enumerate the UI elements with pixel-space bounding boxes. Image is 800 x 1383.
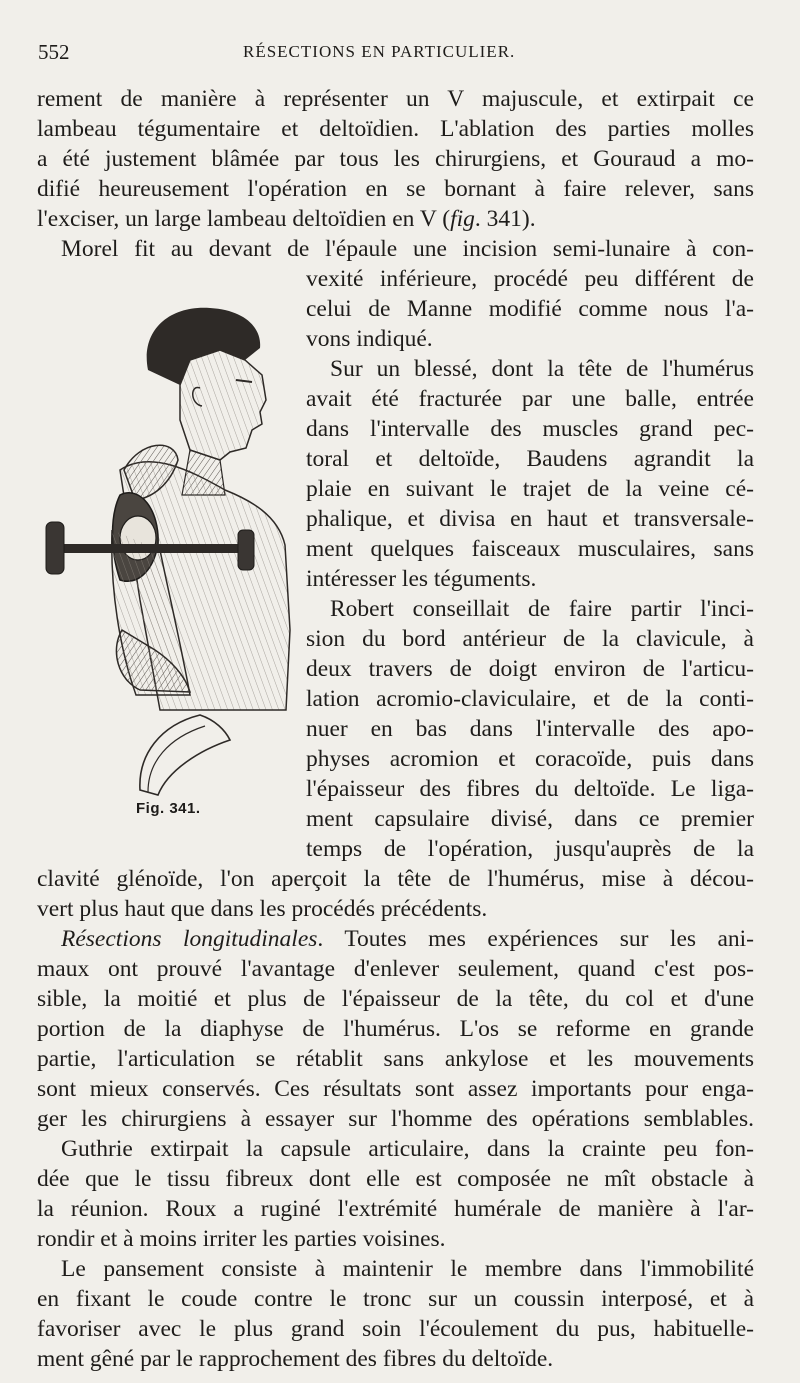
text-line: deux travers de doigt environ de l'articu-: [306, 656, 754, 682]
text-line: vexité inférieure, procédé peu différent de: [306, 266, 754, 292]
text-line: ment quelques faisceaux musculaires, sans: [306, 536, 754, 562]
text-segment: . 341).: [474, 206, 536, 232]
page-header: [38, 40, 760, 70]
assistant-sleeve: [140, 715, 230, 795]
head: [180, 350, 266, 460]
text-line: [61, 924, 754, 954]
running-title: RÉSECTIONS EN PARTICULIER.: [243, 42, 516, 61]
text-line: la réunion. Roux a ruginé l'extrémité humérale de manière à l'ar-: [37, 1196, 754, 1222]
text-line: partie, l'articulation se rétablit sans ankylose et les mouvements: [37, 1046, 754, 1072]
text-line: favoriser avec le plus grand soin l'écoulement du pus, habituelle-: [37, 1316, 754, 1342]
text-line: Morel fit au devant de l'épaule une incision semi-lunaire à con-: [61, 236, 754, 262]
text-line: l'épaisseur des fibres du deltoïde. Le liga-: [306, 776, 754, 802]
text-line: plaie en suivant le trajet de la veine cé-: [306, 476, 754, 502]
text-line: temps de l'opération, jusqu'auprès de la: [306, 836, 754, 862]
text-line: Sur un blessé, dont la tête de l'humérus: [330, 356, 754, 382]
text-line: clavité glénoïde, l'on aperçoit la tête de l'humérus, mise à décou-: [37, 866, 754, 892]
text-line: lambeau tégumentaire et deltoïdien. L'ablation des parties molles: [37, 116, 754, 142]
section-heading: Résections longitudinales: [61, 926, 318, 952]
text-line: ger les chirurgiens à essayer sur l'homme des opérations semblables.: [37, 1106, 754, 1132]
text-segment: . Toutes mes expériences sur les ani-: [317, 926, 754, 952]
text-line: maux ont prouvé l'avantage d'enlever seulement, quand c'est pos-: [37, 956, 754, 982]
traction-bar: [60, 544, 250, 553]
text-line: sible, la moitié et plus de l'épaisseur de la tête, du col et d'une: [37, 986, 754, 1012]
text-line: intéresser les téguments.: [306, 566, 537, 592]
text-line: Robert conseillait de faire partir l'inci-: [330, 596, 754, 622]
text-line: ment capsulaire divisé, dans ce premier: [306, 806, 754, 832]
text-line: vons indiqué.: [306, 326, 433, 352]
text-line: rement de manière à représenter un V majuscule, et extirpait ce: [37, 86, 754, 112]
text-line: celui de Manne modifié comme nous l'a-: [306, 296, 754, 322]
text-line: [37, 204, 754, 234]
figure-341-illustration: [40, 300, 300, 800]
text-line: ment gêné par le rapprochement des fibres du deltoïde.: [37, 1346, 554, 1372]
text-line: vert plus haut que dans les procédés précédents.: [37, 896, 488, 922]
text-line: avait été fracturée par une balle, entrée: [306, 386, 754, 412]
text-line: physes acromion et coracoïde, puis dans: [306, 746, 754, 772]
text-line: nuer en bas dans l'intervalle des apo-: [306, 716, 754, 742]
text-segment: l'exciser, un large lambeau deltoïdien en V (: [37, 206, 451, 232]
text-line: toral et deltoïde, Baudens agrandit la: [306, 446, 754, 472]
text-line: portion de la diaphyse de l'humérus. L'os se reforme en grande: [37, 1016, 754, 1042]
right-handle: [238, 530, 254, 570]
text-line: en fixant le coude contre le tronc sur un coussin interposé, et à: [37, 1286, 754, 1312]
text-line: dans l'intervalle des muscles grand pec-: [306, 416, 754, 442]
figure-reference: fig: [450, 206, 475, 232]
text-line: dée que le tissu fibreux dont elle est composée ne mît obstacle à: [37, 1166, 754, 1192]
figure-caption: Fig. 341.: [136, 800, 201, 817]
text-line: difié heureusement l'opération en se bornant à faire relever, sans: [37, 176, 754, 202]
text-line: sont mieux conservés. Ces résultats sont assez importants pour enga-: [37, 1076, 754, 1102]
text-line: Guthrie extirpait la capsule articulaire, dans la crainte peu fon-: [61, 1136, 754, 1162]
surgical-engraving: [40, 300, 300, 800]
text-line: sion du bord antérieur de la clavicule, à: [306, 626, 754, 652]
text-line: lation acromio-claviculaire, et de la conti-: [306, 686, 754, 712]
text-line: Le pansement consiste à maintenir le membre dans l'immobilité: [61, 1256, 754, 1282]
text-line: a été justement blâmée par tous les chirurgiens, et Gouraud a mo-: [37, 146, 754, 172]
text-line: rondir et à moins irriter les parties voisines.: [37, 1226, 446, 1252]
text-line: phalique, et divisa en haut et transversale-: [306, 506, 754, 532]
page-number: 552: [38, 40, 70, 64]
left-handle: [46, 522, 64, 574]
